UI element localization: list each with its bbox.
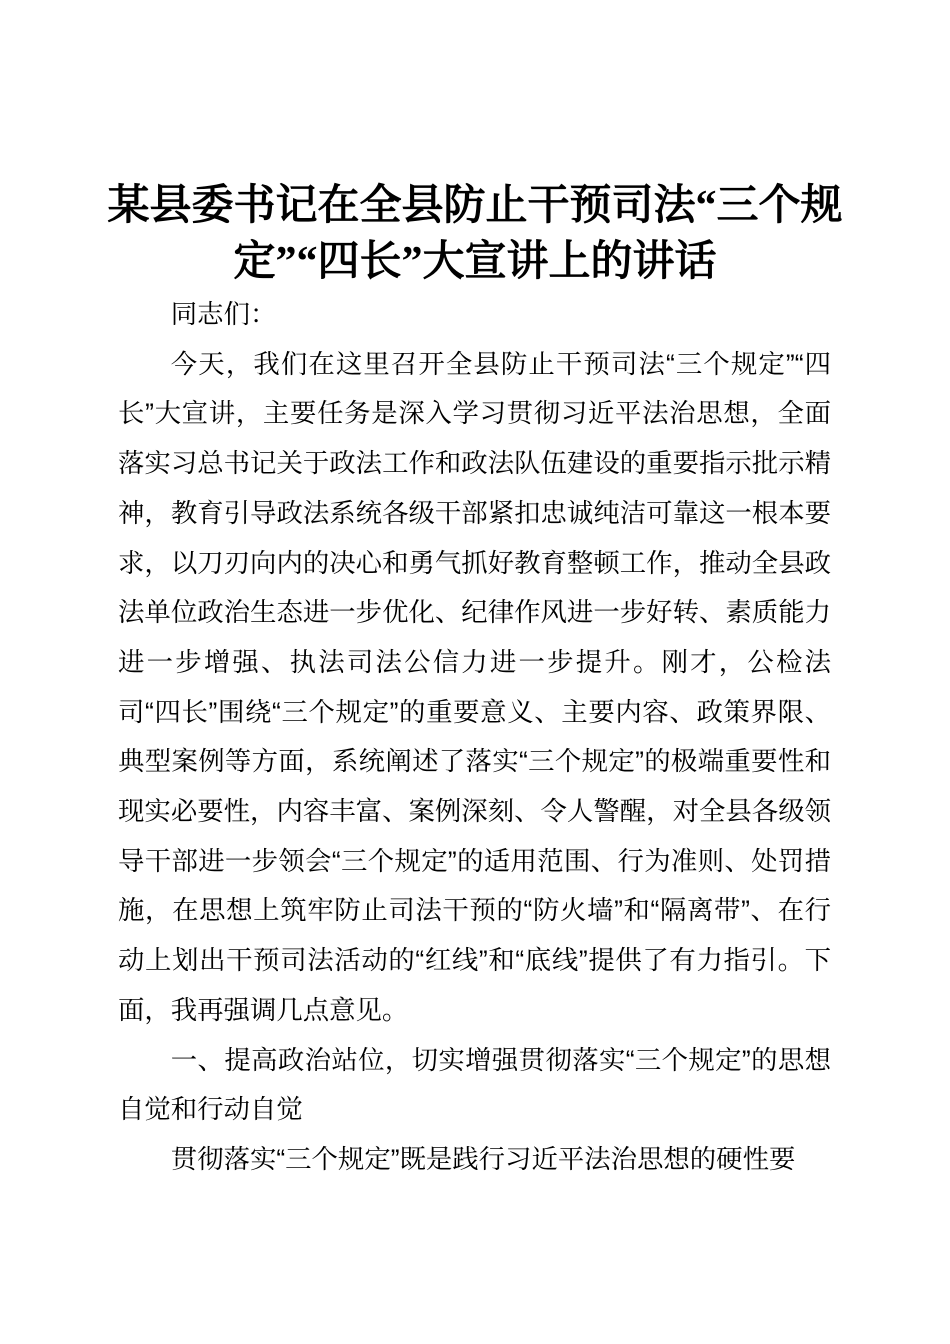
document-title: 某县委书记在全县防止干预司法“三个规定”“四长”大宣讲上的讲话 [107, 183, 843, 285]
opening-paragraph: 今天，我们在这里召开全县防止干预司法“三个规定”“四长”大宣讲，主要任务是深入学习贯彻习近平法治思想，全面落实习总书记关于政法工作和政法队伍建设的重要指示批示精神，教育引导政法系统各级干部紧扣忠诚纯洁可靠这一根本要求，以刀刃向内的决心和勇气抓好教育整顿工作，推动全县政法单位政治生态进一步优化、纪律作风进一步好转、素质能力进一步增强、执法司法公信力进一步提升。刚才，公检法司“四长”围绕“三个规定”的重要意义、主要内容、政策界限、典型案例等方面，系统阐述了落实“三个规定”的极端重要性和现实必要性，内容丰富、案例深刻、令人警醒，对全县各级领导干部进一步领会“三个规定”的适用范围、行为准则、处罚措施，在思想上筑牢防止司法干预的“防火墙”和“隔离带”、在行动上划出干预司法活动的“红线”和“底线”提供了有力指引。下面，我再强调几点意见。 [118, 348, 831, 1025]
salutation-paragraph: 同志们： [170, 299, 277, 329]
section-one-paragraph: 贯彻落实“三个规定”既是践行习近平法治思想的硬性要 [170, 1143, 796, 1174]
document-body [118, 290, 831, 1185]
section-one-heading: 一、提高政治站位，切实增强贯彻落实“三个规定”的思想自觉和行动自觉 [118, 1044, 831, 1125]
